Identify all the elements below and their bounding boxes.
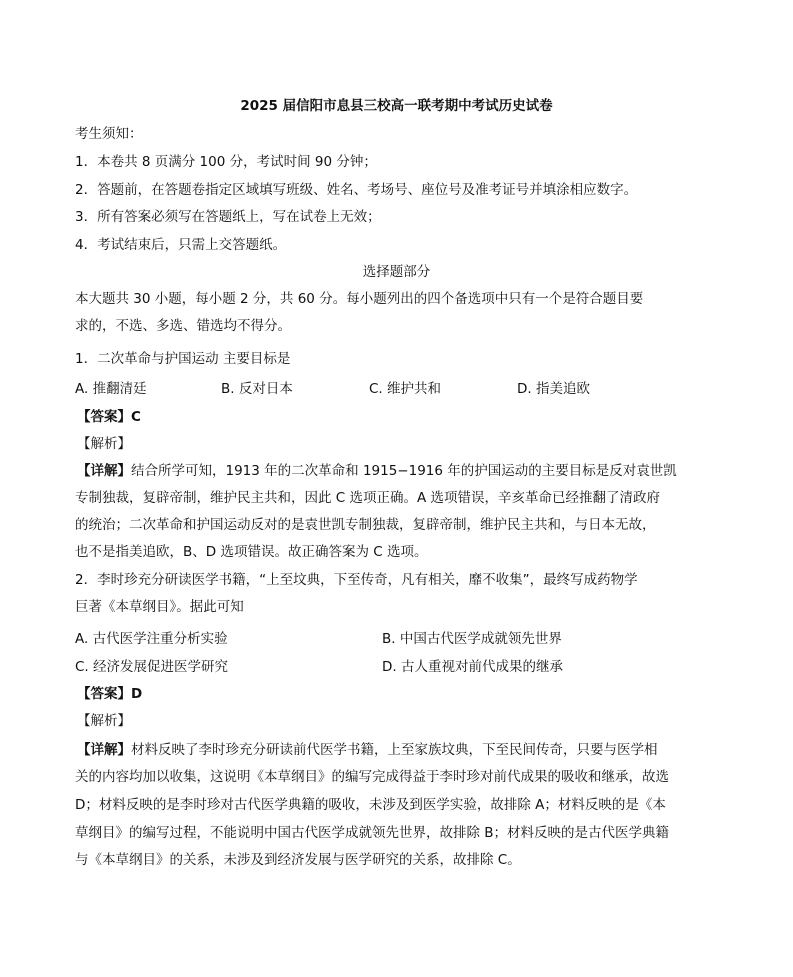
notice-heading: 考生须知： — [75, 126, 143, 142]
q1-detail-line-4: 也不是指美追欧，B、D 选项错误。故正确答案为 C 选项。 — [75, 544, 428, 560]
q1-detail-line-1 — [77, 462, 677, 480]
q1-option-b: B. 反对日本 — [221, 381, 293, 397]
q2-answer-value: D — [131, 686, 143, 702]
q1-option-c: C. 维护共和 — [369, 381, 442, 397]
q2-detail-line-1 — [77, 741, 658, 759]
notice-item-2: 2．答题前，在答题卷指定区域填写班级、姓名、考场号、座位号及准考证号并填涂相应数字。 — [75, 182, 638, 198]
q1-option-a: A. 推翻清廷 — [75, 381, 147, 397]
notice-item-3: 3．所有答案必须写在答题纸上，写在试卷上无效； — [75, 209, 381, 225]
notice-item-4: 4．考试结束后，只需上交答题纸。 — [75, 237, 287, 253]
q2-detail-line-5: 与《本草纲目》的关系，未涉及到经济发展与医学研究的关系，故排除 C。 — [75, 852, 521, 868]
q2-detail-line-3: D；材料反映的是李时珍对古代医学典籍的吸收，未涉及到医学实验，故排除 A；材料反映的是《本 — [75, 797, 666, 813]
q2-stem-line-1: 2．李时珍充分研读医学书籍，“上至坟典，下至传奇，凡有相关，靡不收集”，最终写成药物学 — [75, 572, 638, 588]
q2-option-d: D. 古人重视对前代成果的继承 — [382, 659, 563, 675]
q1-detail-text-1: 结合所学可知，1913 年的二次革命和 1915−1916 年的护国运动的主要目标是反对袁世凯 — [131, 463, 677, 479]
q2-option-c: C. 经济发展促进医学研究 — [75, 659, 229, 675]
q2-analysis-tag: 【解析】 — [77, 713, 131, 729]
q2-option-a: A. 古代医学注重分析实验 — [75, 631, 228, 647]
section-intro-line-2: 求的，不选、多选、错选均不得分。 — [75, 318, 291, 334]
q2-answer-tag: 【答案】 — [77, 686, 131, 702]
q2-answer — [77, 685, 142, 703]
q2-detail-text-1: 材料反映了李时珍充分研读前代医学书籍，上至家族坟典，下至民间传奇，只要与医学相 — [131, 742, 658, 758]
section-intro-line-1: 本大题共 30 小题，每小题 2 分，共 60 分。每小题列出的四个备选项中只有一个是符合题目要 — [75, 291, 644, 307]
q2-detail-line-2: 关的内容均加以收集，这说明《本草纲目》的编写完成得益于李时珍对前代成果的吸收和继承，故选 — [75, 769, 669, 785]
q2-detail-tag: 【详解】 — [77, 742, 131, 758]
q2-detail-line-4: 草纲目》的编写过程，不能说明中国古代医学成就领先世界，故排除 B；材料反映的是古代医学典籍 — [75, 825, 670, 841]
q1-answer-value: C — [131, 409, 141, 425]
q1-detail-line-2: 专制独裁，复辟帝制，维护民主共和，因此 C 选项正确。A 选项错误，辛亥革命已经推翻了清政府 — [75, 490, 661, 506]
notice-item-1: 1．本卷共 8 页满分 100 分，考试时间 90 分钟； — [75, 154, 377, 170]
exam-title: 2025 届信阳市息县三校高一联考期中考试历史试卷 — [240, 98, 553, 114]
q2-option-b: B. 中国古代医学成就领先世界 — [382, 631, 562, 647]
q1-answer — [77, 408, 141, 426]
q1-option-d: D. 指美追欧 — [517, 381, 590, 397]
q2-stem-line-2: 巨著《本草纲目》。据此可知 — [75, 599, 244, 615]
q1-analysis-tag: 【解析】 — [77, 436, 131, 452]
q1-answer-tag: 【答案】 — [77, 409, 131, 425]
q1-stem: 1．二次革命与护国运动 主要目标是 — [75, 351, 291, 367]
section-title: 选择题部分 — [362, 264, 431, 280]
q1-detail-tag: 【详解】 — [77, 463, 131, 479]
q1-detail-line-3: 的统治；二次革命和护国运动反对的是袁世凯专制独裁，复辟帝制，维护民主共和，与日本无故， — [75, 517, 656, 533]
